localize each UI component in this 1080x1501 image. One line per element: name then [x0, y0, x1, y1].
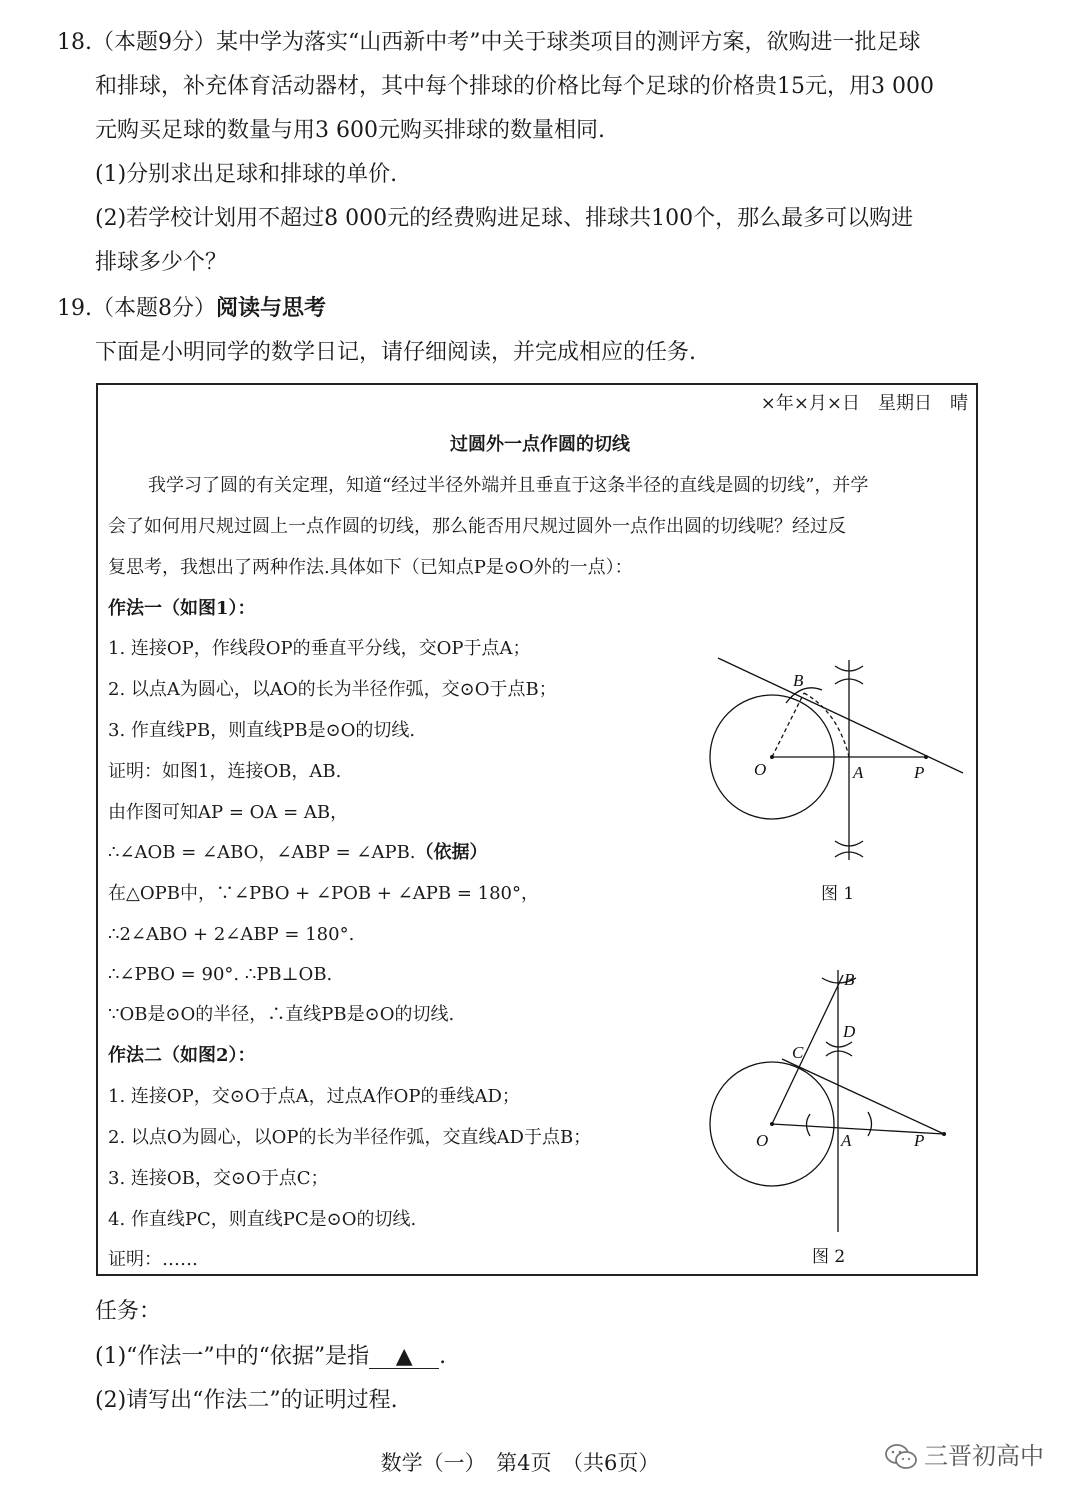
fig2-label-c: C: [792, 1043, 804, 1062]
tasks-heading: 任务：: [95, 1299, 162, 1324]
watermark-text: 三晋初高中: [924, 1442, 1044, 1470]
fig2-arc-mark-right: [868, 1112, 872, 1136]
method-1-step-3: 3. 作直线PB，则直线PB是⊙O的切线.: [108, 720, 416, 741]
proof-line-5: ∴2∠ABO + 2∠ABP = 180°.: [108, 924, 355, 945]
proof-line-3: [108, 840, 488, 866]
method-2-step-1: 1. 连接OP，交⊙O于点A，过点A作OP的垂线AD；: [108, 1086, 520, 1107]
diary-paragraph-2: 会了如何用尺规过圆上一点作圆的切线，那么能否用尺规过圆外一点作出圆的切线呢？经过反: [108, 516, 846, 537]
fig2-arc-mark-d-2: [826, 1051, 852, 1056]
method-1-step-2: 2. 以点A为圆心，以AO的长为半径作弧，交⊙O于点B；: [108, 679, 557, 700]
task-2: (2)请写出“作法二”的证明过程.: [95, 1388, 398, 1413]
q19-intro: 下面是小明同学的数学日记，请仔细阅读，并完成相应的任务.: [95, 340, 696, 365]
fig2-point-o: [770, 1122, 774, 1126]
fig1-label-p: P: [914, 763, 925, 782]
method-1-title: 作法一（如图1）：: [108, 598, 256, 619]
wechat-icon: [884, 1443, 918, 1471]
fig2-label-a: A: [841, 1131, 852, 1150]
q18-part-2a: (2)若学校计划用不超过8 000元的经费购进足球、排球共100个，那么最多可以购进: [95, 206, 914, 231]
method-2-title: 作法二（如图2）：: [108, 1045, 256, 1066]
fig2-arc-mark-left: [807, 1114, 811, 1136]
q19-number: 19.（本题8分）: [57, 296, 216, 321]
q18-part-2b: 排球多少个？: [95, 250, 228, 275]
fig2-arc-mark-d-1: [826, 1042, 852, 1047]
task-1-answer-blank[interactable]: ▲: [369, 1346, 439, 1369]
fig1-point-o: [770, 755, 774, 759]
diary-date: ×年×月×日 星期日 晴: [760, 393, 968, 414]
method-2-proof: 证明：……: [108, 1249, 198, 1270]
fig1-arc-mark-b: [786, 688, 822, 703]
method-2-step-2: 2. 以点O为圆心，以OP的长为半径作弧，交直线AD于点B；: [108, 1127, 592, 1148]
watermark: [884, 1436, 1044, 1471]
q19-title: 阅读与思考: [216, 295, 327, 321]
proof-line-7: ∵OB是⊙O的半径，∴直线PB是⊙O的切线.: [108, 1004, 455, 1025]
fig1-dashed-arc-ab: [804, 693, 849, 757]
diary-paragraph-1: 我学习了圆的有关定理，知道“经过半径外端并且垂直于这条半径的直线是圆的切线”，并学: [148, 475, 869, 496]
method-2-step-4: 4. 作直线PC，则直线PC是⊙O的切线.: [108, 1209, 417, 1230]
q18-part-1: (1)分别求出足球和排球的单价.: [95, 162, 398, 187]
fig1-point-p: [924, 755, 928, 759]
fig2-point-p: [942, 1132, 946, 1136]
task-1: [95, 1342, 446, 1372]
fig2-caption: 图 2: [812, 1247, 846, 1267]
diary-paragraph-3: 复思考，我想出了两种作法.具体如下（已知点P是⊙O外的一点）：: [108, 557, 633, 578]
task-1-text: (1)“作法一”中的“依据”是指: [95, 1344, 370, 1369]
fig2-segment-ob: [772, 975, 843, 1124]
proof-line-2: 由作图可知AP = OA = AB，: [108, 802, 349, 823]
proof-basis-label: （依据）: [415, 842, 488, 863]
proof-line-4: 在△OPB中，∵∠PBO + ∠POB + ∠APB = 180°，: [108, 883, 539, 904]
figure-1: [700, 640, 975, 920]
diary-title: 过圆外一点作圆的切线: [450, 434, 630, 455]
fig2-label-o: O: [756, 1131, 769, 1150]
fig1-caption: 图 1: [821, 884, 855, 904]
q18-line-2: 和排球，补充体育活动器材，其中每个排球的价格比每个足球的价格贵15元，用3 000: [95, 74, 934, 99]
page-footer: 数学（一） 第4页 （共6页）: [380, 1451, 660, 1475]
proof-line-6: ∴∠PBO = 90°. ∴PB⊥OB.: [108, 964, 333, 985]
method-2-step-3: 3. 连接OB，交⊙O于点C；: [108, 1168, 329, 1189]
proof-line-3-text: ∴∠AOB = ∠ABO，∠ABP = ∠APB.: [108, 842, 416, 863]
task-1-period: .: [439, 1344, 447, 1369]
fig1-label-a: A: [853, 763, 864, 782]
q18-line-1: 18.（本题9分）某中学为落实“山西新中考”中关于球类项目的测评方案，欲购进一批足球: [57, 30, 921, 55]
q19-header: [57, 293, 326, 324]
figure-2: [700, 965, 975, 1270]
q18-line-3: 元购买足球的数量与用3 600元购买排球的数量相同.: [95, 118, 605, 143]
proof-line-1: 证明：如图1，连接OB，AB.: [108, 761, 342, 782]
fig1-dashed-ob: [772, 693, 804, 757]
fig2-label-b: B: [844, 970, 855, 989]
fig2-label-d: D: [843, 1022, 856, 1041]
fig1-label-b: B: [793, 671, 804, 690]
fig2-label-p: P: [914, 1131, 925, 1150]
fig1-label-o: O: [754, 760, 767, 779]
method-1-step-1: 1. 连接OP，作线段OP的垂直平分线，交OP于点A；: [108, 638, 531, 659]
